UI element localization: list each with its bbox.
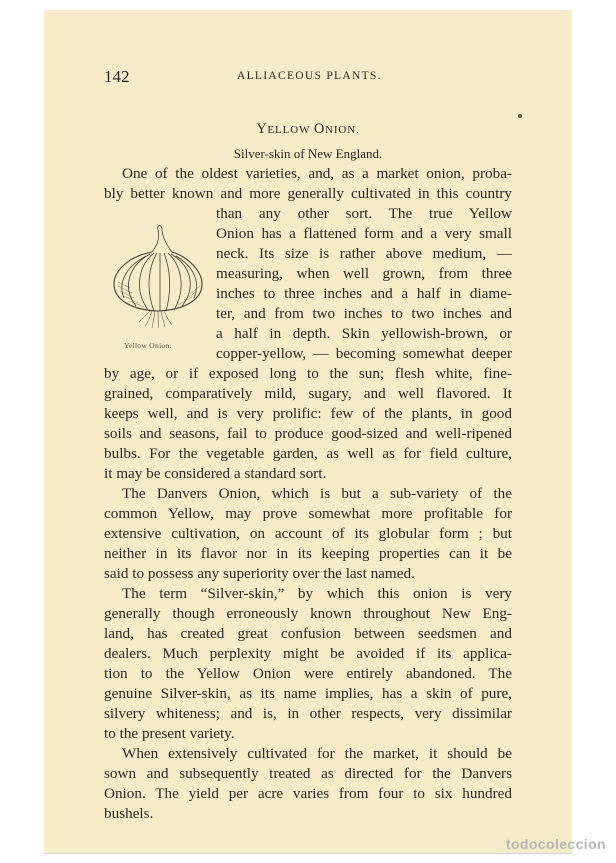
text-line: tion to the Yellow Onion were entirely abandoned. The bbox=[104, 665, 512, 682]
text-line: When extensively cultivated for the market, it should be bbox=[122, 745, 512, 762]
text-line: soils and seasons, fail to produce good-sized and well-ripened bbox=[104, 425, 512, 442]
running-head: ALLIACEOUS PLANTS. bbox=[237, 70, 382, 82]
text-line: inches to three inches and a half in diame- bbox=[216, 285, 512, 302]
paper-speck bbox=[518, 114, 522, 118]
text-line: Onion. The yield per acre varies from four to six hundred bbox=[104, 785, 512, 802]
text-line: common Yellow, may prove somewhat more profitable for bbox=[104, 505, 512, 522]
text-line: grained, comparatively mild, sugary, and well flavored. It bbox=[104, 385, 512, 402]
text-line: sown and subsequently treated as directed for the Danvers bbox=[104, 765, 512, 782]
text-line: The Danvers Onion, which is but a sub-variety of the bbox=[122, 485, 512, 502]
text-line: said to possess any superiority over the last named. bbox=[104, 565, 415, 582]
figure-caption: Yellow Onion. bbox=[124, 341, 172, 350]
text-line: Onion has a flattened form and a very small bbox=[216, 225, 512, 242]
text-line: dealers. Much perplexity might be avoided if its applica- bbox=[104, 645, 512, 662]
text-line: to the present variety. bbox=[104, 725, 235, 742]
text-line: bly better known and more generally cultivated in this country bbox=[104, 185, 512, 202]
text-line: neck. Its size is rather above medium, — bbox=[216, 245, 512, 262]
page-number: 142 bbox=[104, 67, 130, 86]
text-line: bushels. bbox=[104, 805, 154, 822]
text-line: neither in its flavor nor in its keeping properties can it be bbox=[104, 545, 512, 562]
text-line: copper-yellow, — becoming somewhat deeper bbox=[216, 345, 512, 362]
text-line: it may be considered a standard sort. bbox=[104, 465, 327, 482]
text-line: than any other sort. The true Yellow bbox=[216, 205, 512, 222]
text-line: generally though erroneously known throughout New Eng- bbox=[104, 605, 512, 622]
text-line: ter, and from two inches to two inches and bbox=[216, 305, 512, 322]
text-line: land, has created great confusion between seedsmen and bbox=[104, 625, 512, 642]
text-line: The term “Silver-skin,” by which this onion is very bbox=[122, 585, 512, 602]
text-line: bulbs. For the vegetable garden, as well as for field culture, bbox=[104, 445, 512, 462]
onion-illustration bbox=[108, 222, 208, 330]
text-line: by age, or if exposed long to the sun; flesh white, fine- bbox=[104, 365, 512, 382]
text-line: genuine Silver-skin, as its name implies, has a skin of pure, bbox=[104, 685, 512, 702]
watermark-text: todocoleccion bbox=[505, 836, 606, 852]
text-line: a half in depth. Skin yellowish-brown, or bbox=[216, 325, 512, 342]
text-line: extensive cultivation, on account of its globular form ; but bbox=[104, 525, 512, 542]
text-line: silvery whiteness; and is, in other respects, very dissimilar bbox=[104, 705, 512, 722]
footer-rule bbox=[44, 853, 572, 854]
text-line: One of the oldest varieties, and, as a market onion, proba- bbox=[122, 165, 512, 182]
section-title: YELLOW ONION. bbox=[256, 121, 360, 137]
text-line: measuring, when well grown, from three bbox=[216, 265, 512, 282]
text-line: keeps well, and is very prolific: few of the plants, in good bbox=[104, 405, 512, 422]
section-subtitle: Silver-skin of New England. bbox=[233, 146, 383, 161]
